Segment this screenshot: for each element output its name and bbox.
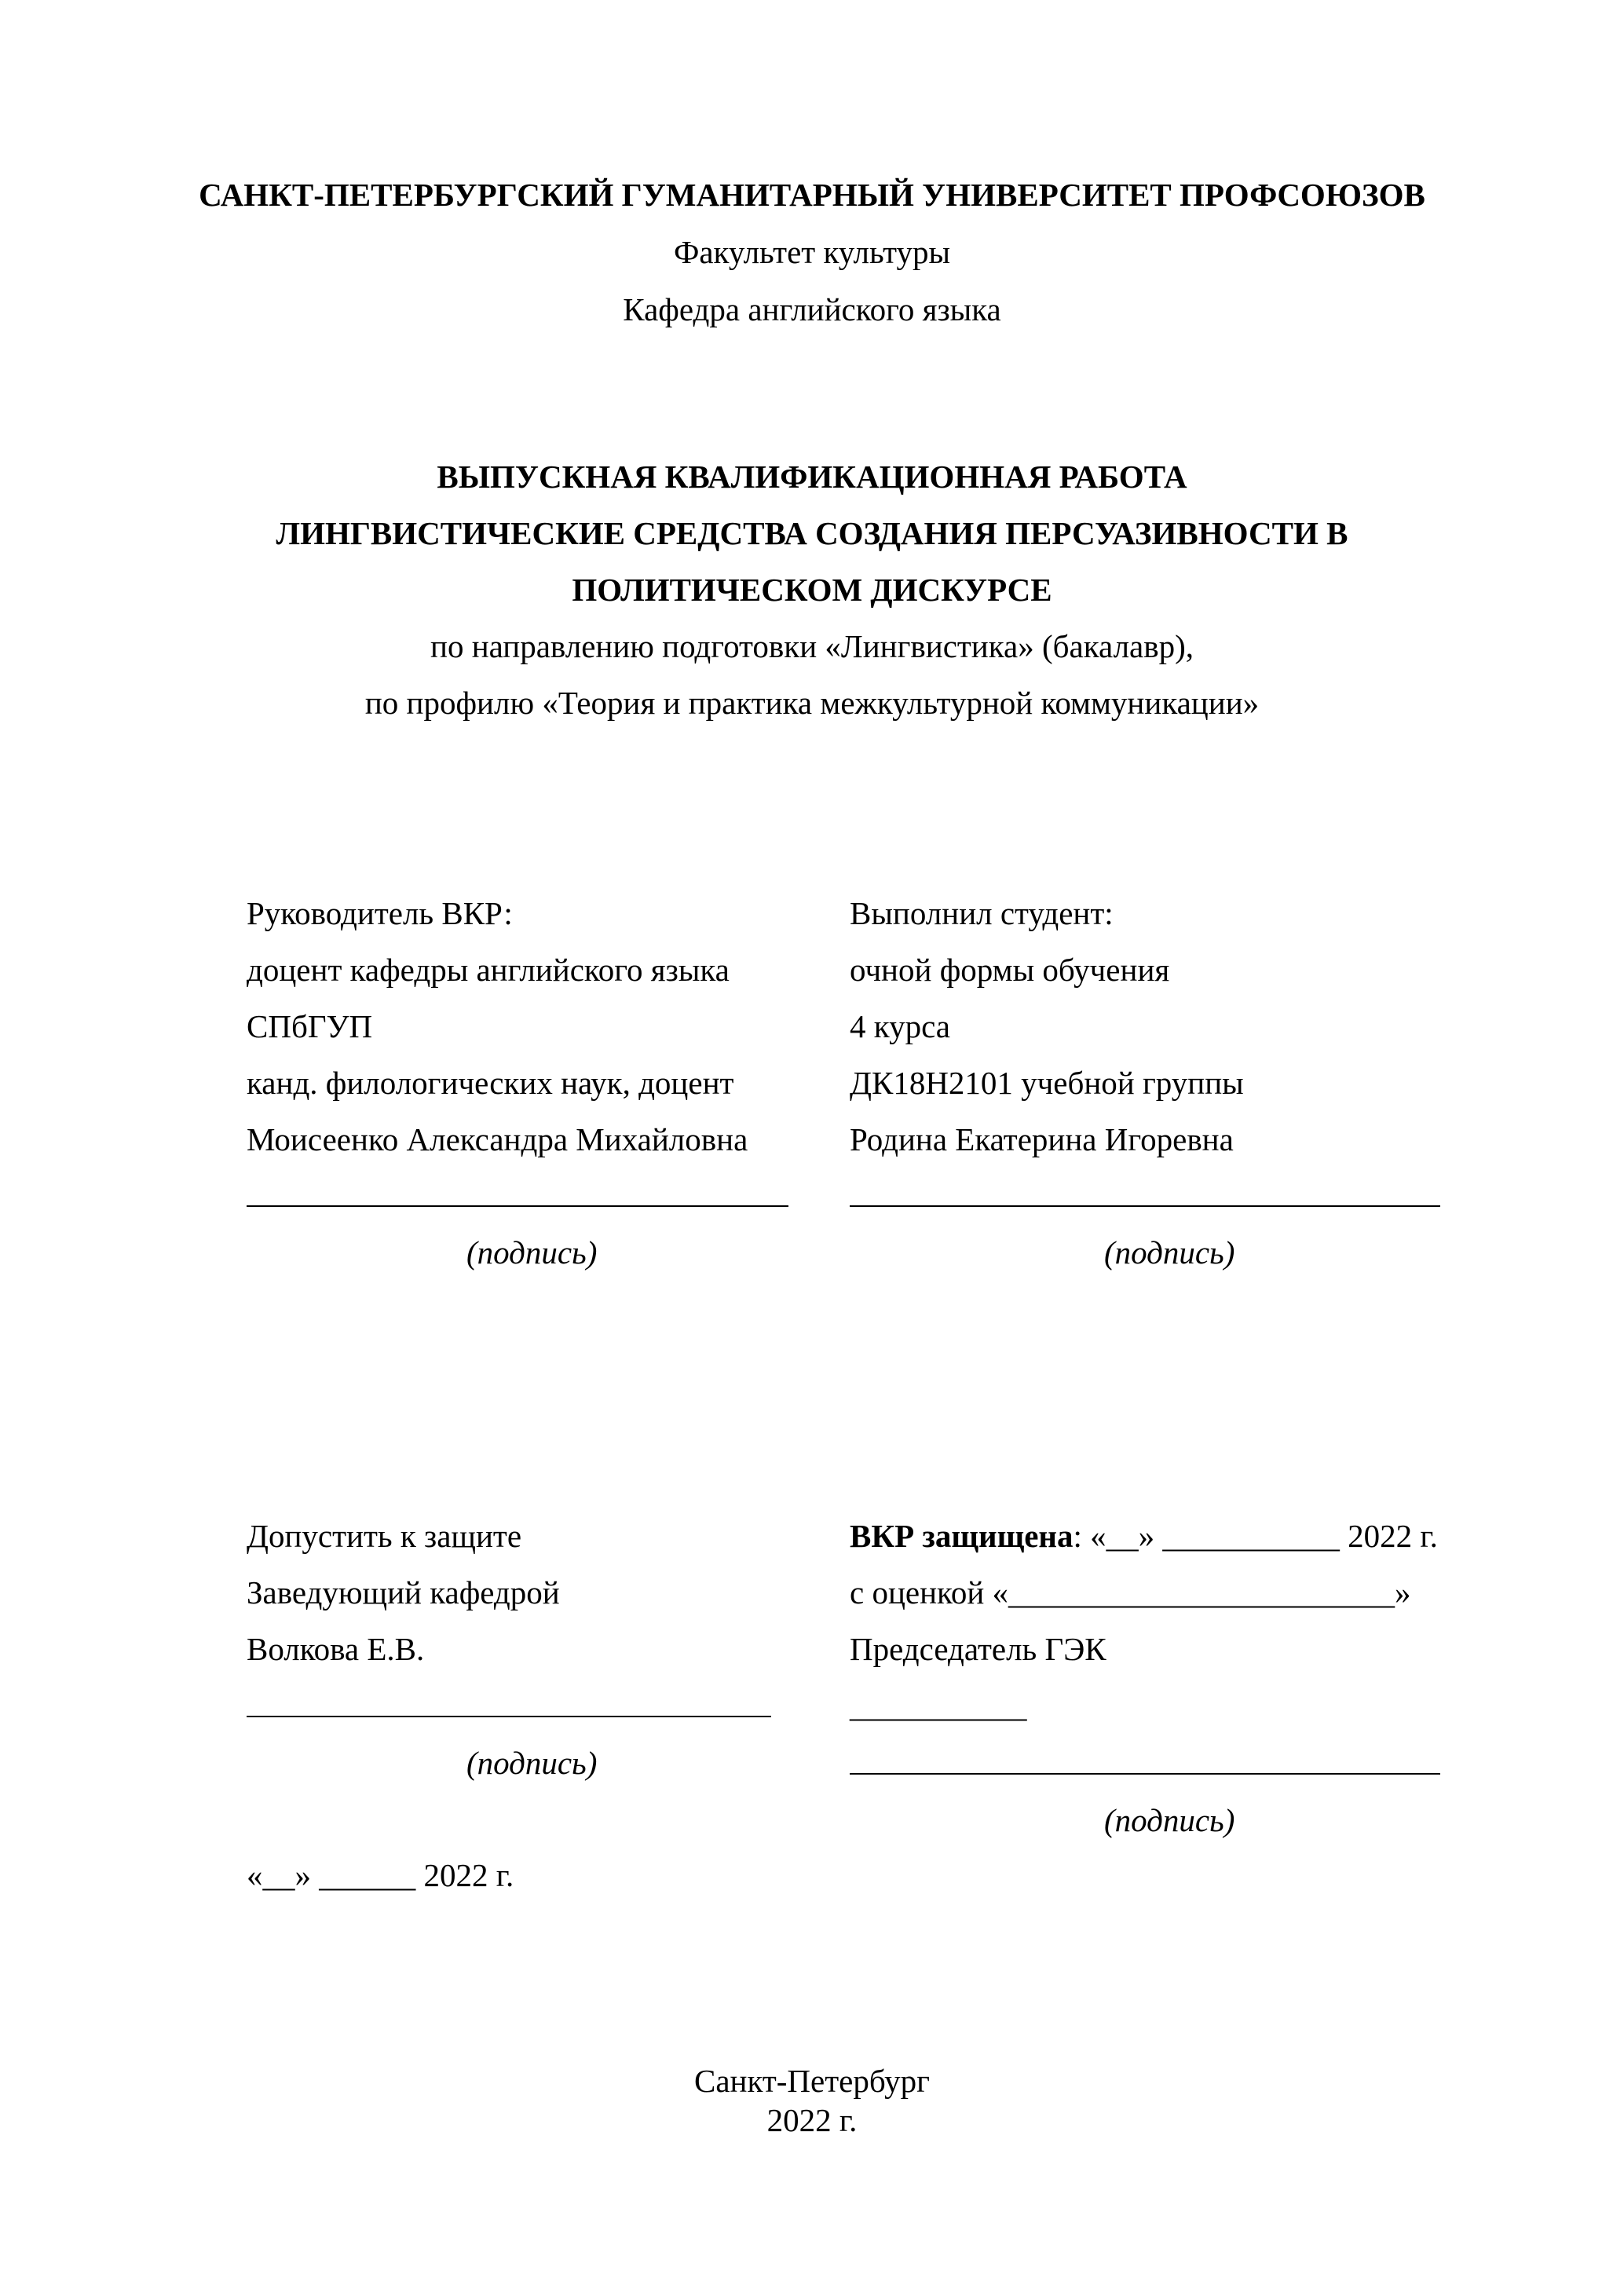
supervisor-label: Руководитель ВКР:	[247, 895, 513, 931]
defense-grade: с оценкой «________________________»	[850, 1574, 1411, 1610]
supervisor-degree: канд. филологических наук, доцент	[247, 1065, 734, 1101]
work-type: ВЫПУСКНАЯ КВАЛИФИКАЦИОННАЯ РАБОТА	[437, 459, 1187, 495]
supervisor-position: доцент кафедры английского языка	[247, 952, 730, 988]
defense-date: : «__» ___________ 2022 г.	[1073, 1518, 1438, 1554]
student-signature-label: (подпись)	[1104, 1234, 1235, 1270]
admission-signature-line	[247, 1716, 771, 1717]
topic-line-1: ЛИНГВИСТИЧЕСКИЕ СРЕДСТВА СОЗДАНИЯ ПЕРСУАЗИВНОСТИ В	[276, 515, 1348, 551]
gek-chair-blank: ___________	[850, 1687, 1027, 1724]
gek-signature-line	[850, 1773, 1440, 1775]
student-signature-line	[850, 1205, 1440, 1207]
footer-city: Санкт-Петербург	[694, 2063, 930, 2099]
university-name: САНКТ-ПЕТЕРБУРГСКИЙ ГУМАНИТАРНЫЙ УНИВЕРСИТЕТ ПРОФСОЮЗОВ	[199, 177, 1425, 213]
student-label: Выполнил студент:	[850, 895, 1114, 931]
supervisor-signature-label: (подпись)	[466, 1234, 598, 1270]
admission-date: «__» ______ 2022 г.	[247, 1857, 514, 1893]
student-course: 4 курса	[850, 1008, 950, 1044]
student-name: Родина Екатерина Игоревна	[850, 1121, 1234, 1157]
supervisor-signature-line	[247, 1205, 788, 1207]
faculty-name: Факультет культуры	[673, 234, 951, 270]
admission-label: Допустить к защите	[247, 1518, 522, 1554]
footer-year: 2022 г.	[766, 2102, 858, 2138]
department-head-title: Заведующий кафедрой	[247, 1574, 560, 1610]
topic-line-2: ПОЛИТИЧЕСКОМ ДИСКУРСЕ	[572, 572, 1052, 608]
gek-signature-label: (подпись)	[1104, 1802, 1235, 1838]
student-group: ДК18Н2101 учебной группы	[850, 1065, 1244, 1101]
direction-line: по направлению подготовки «Лингвистика» (бакалавр),	[430, 628, 1194, 664]
admission-signature-label: (подпись)	[466, 1745, 598, 1781]
department-name: Кафедра английского языка	[623, 291, 1001, 327]
profile-line: по профилю «Теория и практика межкультурной коммуникации»	[364, 685, 1260, 721]
supervisor-name: Моисеенко Александра Михайловна	[247, 1121, 748, 1157]
supervisor-org: СПбГУП	[247, 1008, 373, 1044]
defense-protected-label: ВКР защищена	[850, 1518, 1074, 1554]
department-head-name: Волкова Е.В.	[247, 1631, 425, 1667]
student-form: очной формы обучения	[850, 952, 1170, 988]
defense-status	[850, 1516, 1438, 1556]
gek-chair-label: Председатель ГЭК	[850, 1631, 1106, 1667]
